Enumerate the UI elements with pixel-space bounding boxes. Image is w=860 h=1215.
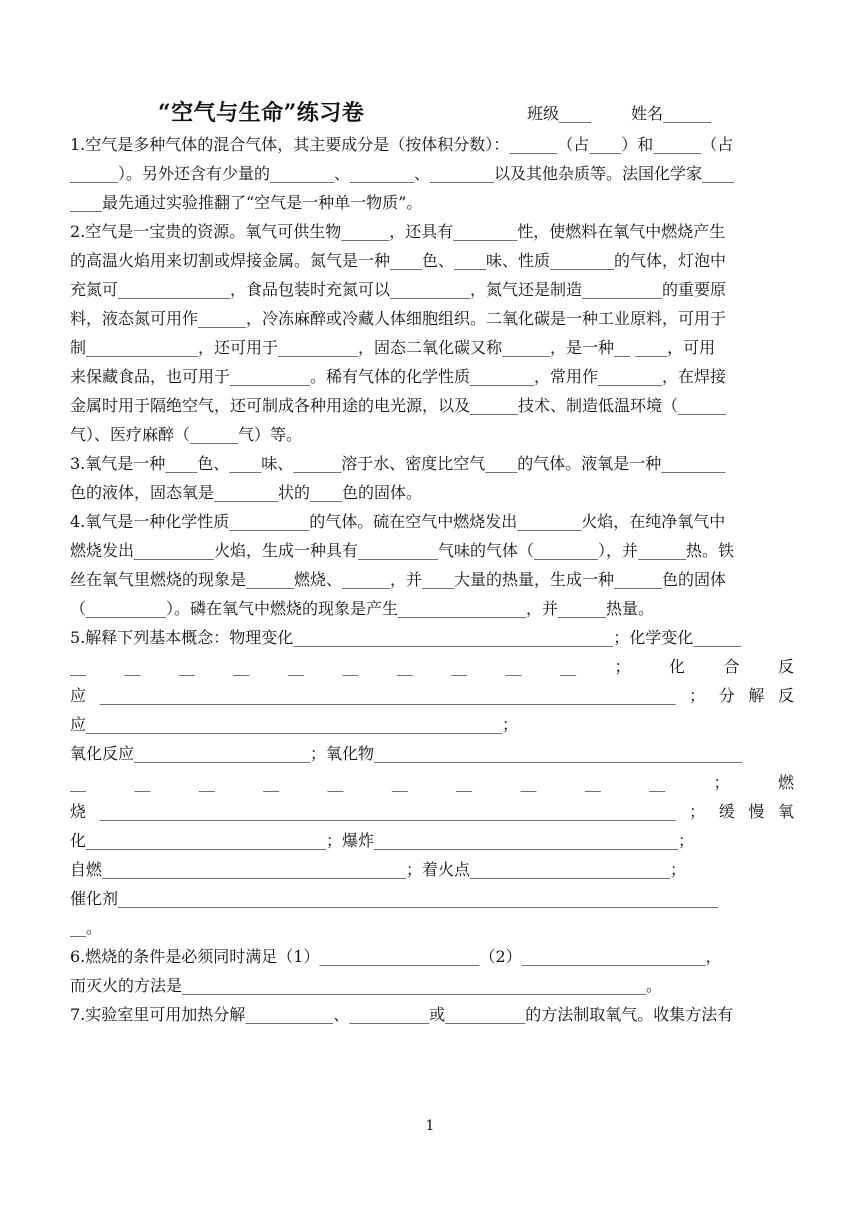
text-segment: 氧: [777, 802, 794, 821]
text-line: 料，液态氮可用作______，冷冻麻醉或冷藏人体细胞组织。二氧化碳是一种工业原料，可用于: [70, 309, 727, 328]
blank-segment: __: [70, 773, 86, 792]
text-segment: 烧: [70, 802, 87, 821]
blank-segment: __: [134, 773, 151, 792]
text-line: 5.解释下列基本概念：物理变化________________________________________；化学变化______: [70, 628, 742, 647]
blank-segment: __: [584, 773, 601, 792]
question-1: [70, 130, 794, 217]
blank-segment: __: [263, 773, 280, 792]
question-3: [70, 449, 794, 507]
justified-line: [70, 797, 794, 826]
blank-segment: __: [124, 657, 141, 676]
text-line: 燃烧发出__________火焰，生成一种具有__________气味的气体（________），并______热。铁: [70, 541, 735, 560]
text-line: 2.空气是一宝贵的资源。氧气可供生物______，还具有________性，使燃料在氧气中燃烧产生: [70, 222, 726, 241]
text-segment: ；: [614, 657, 631, 676]
question-6: [70, 942, 794, 1000]
text-segment: 慢: [748, 802, 765, 821]
blank-segment: __: [520, 773, 537, 792]
text-segment: 解: [748, 686, 765, 705]
blank-segment: __: [396, 657, 413, 676]
question-5: [70, 623, 794, 942]
justified-line: [70, 681, 794, 710]
text-line: 催化剂___________________________________________________________________________: [70, 889, 719, 908]
text-segment: 合: [723, 657, 740, 676]
blank-segment: __: [391, 773, 408, 792]
text-segment: ；: [689, 686, 706, 705]
text-line: 3.氧气是一种____色、____味、______溶于水、密度比空气____的气体。液氧是一种________: [70, 454, 726, 473]
blank-segment: __: [505, 657, 522, 676]
text-segment: 缓: [718, 802, 735, 821]
blank-segment: __: [287, 657, 304, 676]
text-segment: 燃: [777, 773, 794, 792]
page-number: 1: [425, 1118, 435, 1134]
text-line: 色的液体，固态氧是________状的____色的固体。: [70, 483, 423, 502]
text-line: ____最先通过实验推翻了“空气是一种单一物质”。: [70, 193, 423, 212]
text-segment: ；: [689, 802, 706, 821]
text-line: 自燃______________________________________；着火点_________________________；: [70, 860, 687, 879]
class-field: 班级____: [527, 104, 592, 123]
blank-segment: __: [456, 773, 473, 792]
blank-segment: __: [649, 773, 666, 792]
text-line: __。: [70, 918, 103, 937]
text-line: 充氮可______________，食品包装时充氮可以__________，氮气还是制造__________的重要原: [70, 280, 727, 299]
text-line: 丝在氧气里燃烧的现象是______燃烧、______，并____大量的热量，生成一种______色的固体: [70, 570, 727, 589]
text-line: 6.燃烧的条件是必须同时满足（1）____________________（2）_______________________，: [70, 947, 722, 966]
blank-segment: __: [327, 773, 344, 792]
text-line: 4.氧气是一种化学性质__________的气体。硫在空气中燃烧发出________火焰，在纯净氧气中: [70, 512, 726, 531]
blank-segment: __: [198, 773, 215, 792]
question-7: [70, 1000, 794, 1029]
text-segment: 反: [777, 657, 794, 676]
text-line: 来保藏食品，也可用于__________。稀有气体的化学性质________，常用作________，在焊接: [70, 367, 727, 386]
text-line: 氧化反应______________________；氧化物______________________________________________: [70, 744, 743, 763]
page-title: “空气与生命”练习卷: [158, 100, 365, 126]
header: [0, 96, 860, 130]
blank-segment: __: [178, 657, 195, 676]
questions: [70, 130, 794, 1029]
blank-segment: ________________________________________________________________________: [99, 802, 676, 821]
text-line: （__________）。磷在氧气中燃烧的现象是产生________________，并______热量。: [70, 599, 655, 618]
text-segment: 应: [70, 686, 87, 705]
text-segment: 分: [718, 686, 735, 705]
text-line: 气）、医疗麻醉（______气）等。: [70, 425, 303, 444]
text-line: 化______________________________；爆炸______________________________________；: [70, 831, 695, 850]
text-segment: ；: [713, 773, 730, 792]
text-line: 7.实验室里可用加热分解___________、__________或__________的方法制取氧气。收集方法有: [70, 1005, 734, 1024]
blank-segment: ________________________________________________________________________: [99, 686, 676, 705]
text-line: 应____________________________________________________；: [70, 715, 519, 734]
text-line: 的高温火焰用来切割或焊接金属。氮气是一种____色、____味、性质________的气体，灯泡中: [70, 251, 727, 270]
text-line: ______）。另外还含有少量的________、________、________以及其他杂质等。法国化学家____: [70, 164, 735, 183]
blank-segment: __: [70, 657, 86, 676]
blank-segment: __: [233, 657, 250, 676]
text-line: 1.空气是多种气体的混合气体，其主要成分是（按体积分数）：______（占____）和______（占: [70, 135, 734, 154]
text-segment: 反: [777, 686, 794, 705]
text-line: 制______________，还可用于__________，固态二氧化碳又称______，是一种__ ____，可用: [70, 338, 716, 357]
text-line: 而灭火的方法是__________________________________________________________。: [70, 976, 663, 995]
blank-segment: __: [342, 657, 359, 676]
question-2: [70, 217, 794, 449]
blank-segment: __: [560, 657, 577, 676]
justified-line: [70, 768, 794, 797]
name-field: 姓名______: [631, 104, 712, 123]
question-4: [70, 507, 794, 623]
blank-segment: __: [451, 657, 468, 676]
text-line: 金属时用于隔绝空气，还可制成各种用途的电光源，以及______技术、制造低温环境（______: [70, 396, 727, 415]
justified-line: [70, 652, 794, 681]
text-segment: 化: [669, 657, 686, 676]
